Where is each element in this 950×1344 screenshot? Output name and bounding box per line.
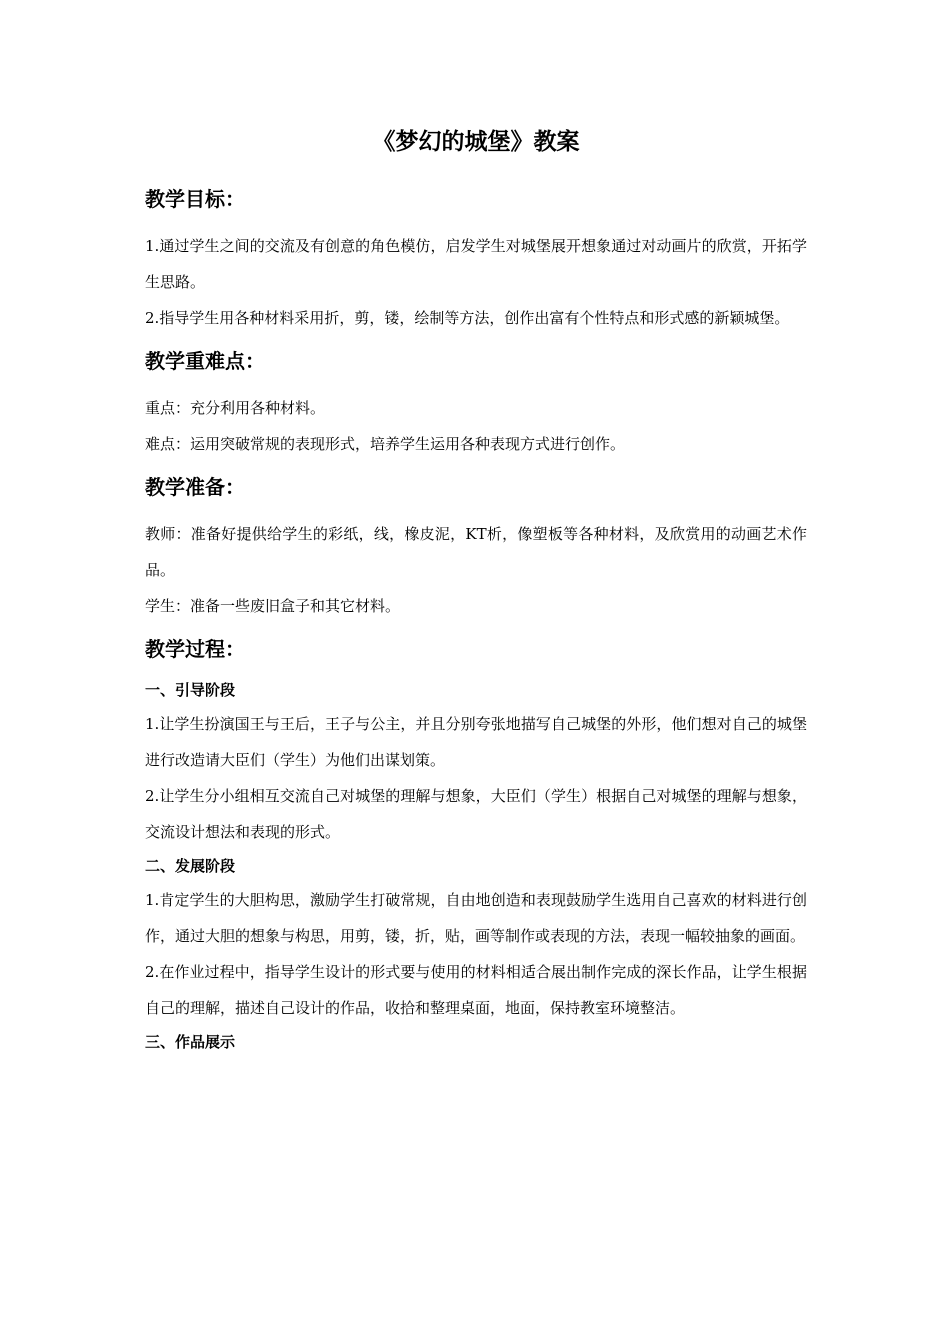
process-section: [145, 634, 807, 1058]
preparation-heading: 教学准备：: [145, 475, 245, 499]
document-title: 《梦幻的城堡》教案: [372, 129, 580, 155]
stage-heading-develop: 二、发展阶段: [145, 857, 236, 875]
key-point-item: 重点：充分利用各种材料。: [145, 399, 326, 417]
document-page: [145, 122, 807, 1068]
preparation-item: 学生：准备一些废旧盒子和其它材料。: [145, 597, 401, 615]
stage-heading-guide: 一、引导阶段: [145, 681, 236, 699]
preparation-item: 教师：准备好提供给学生的彩纸，线，橡皮泥，KT析，像塑板等各种材料，及欣赏用的动画艺术作品。: [145, 525, 807, 579]
stage-item: 1.肯定学生的大胆构思，激励学生打破常规，自由地创造和表现鼓励学生选用自己喜欢的材料进行创作，通过大胆的想象与构思，用剪，镂，折，贴，画等制作或表现的方法，表现一幅较抽象的画面。: [145, 891, 807, 945]
stage-heading-showcase: 三、作品展示: [145, 1033, 236, 1051]
key-point-item: 难点：运用突破常规的表现形式，培养学生运用各种表现方式进行创作。: [145, 435, 626, 453]
key-points-heading: 教学重难点：: [145, 349, 265, 373]
key-points-section: [145, 346, 807, 462]
preparation-section: [145, 472, 807, 624]
objectives-heading: 教学目标：: [145, 187, 245, 211]
stage-item: 1.让学生扮演国王与王后，王子与公主，并且分别夸张地描写自己城堡的外形，他们想对自己的城堡进行改造请大臣们（学生）为他们出谋划策。: [145, 715, 807, 769]
stage-item: 2.在作业过程中，指导学生设计的形式要与使用的材料相适合展出制作完成的深长作品，让学生根据自己的理解，描述自己设计的作品，收拾和整理桌面，地面，保持教室环境整洁。: [145, 963, 807, 1017]
objective-item: 1.通过学生之间的交流及有创意的角色模仿，启发学生对城堡展开想象通过对动画片的欣赏，开拓学生思路。: [145, 237, 807, 291]
objective-item: 2.指导学生用各种材料采用折，剪，镂，绘制等方法，创作出富有个性特点和形式感的新颖城堡。: [145, 309, 790, 327]
process-heading: 教学过程：: [145, 637, 245, 661]
objectives-section: [145, 184, 807, 336]
stage-item: 2.让学生分小组相互交流自己对城堡的理解与想象，大臣们（学生）根据自己对城堡的理解与想象，交流设计想法和表现的形式。: [145, 787, 807, 841]
